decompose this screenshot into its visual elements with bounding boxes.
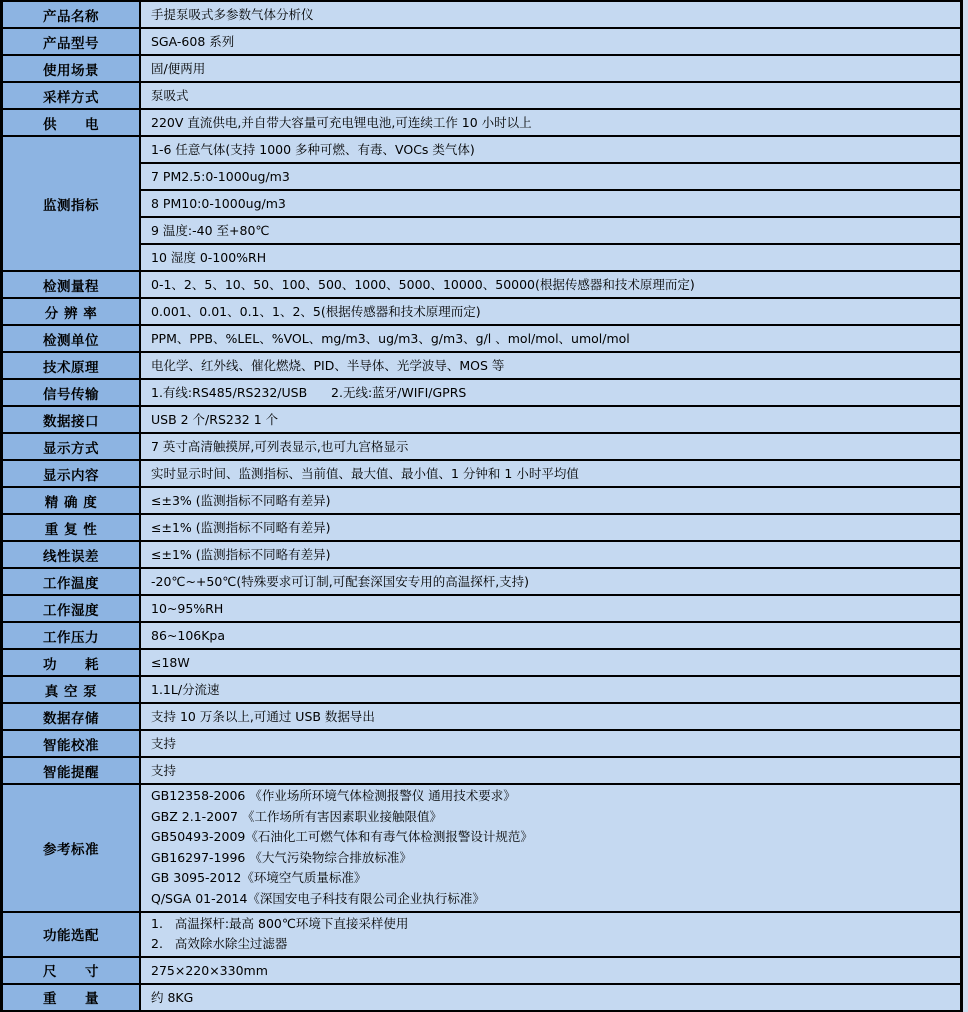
spec-label: 产品名称 [3,2,141,27]
spec-label: 智能提醒 [3,758,141,783]
spec-value: 电化学、红外线、催化燃烧、PID、半导体、光学波导、MOS 等 [151,358,505,373]
spec-value: 7 PM2.5:0-1000ug/m3 [141,164,960,191]
spec-value: 1-6 任意气体(支持 1000 多种可燃、有毒、VOCs 类气体) [141,137,960,164]
spec-value-cell [141,353,960,378]
spec-value: 支持 10 万条以上,可通过 USB 数据导出 [151,709,375,724]
spec-value-cell [141,569,960,594]
spec-label: 线性误差 [3,542,141,567]
spec-value-cell [141,434,960,459]
spec-row [3,29,960,56]
spec-label: 检测单位 [3,326,141,351]
spec-value-cell [141,704,960,729]
spec-label: 重 量 [3,985,141,1010]
spec-value-cell [141,461,960,486]
spec-row [3,785,960,913]
spec-row [3,569,960,596]
spec-value: ≤±1% (监测指标不同略有差异) [151,520,331,535]
spec-value-cell [141,326,960,351]
spec-label: 工作温度 [3,569,141,594]
spec-label: 参考标准 [3,785,141,911]
spec-row [3,56,960,83]
spec-row [3,958,960,985]
spec-label: 功 耗 [3,650,141,675]
spec-value: 支持 [151,763,177,778]
spec-row [3,407,960,434]
spec-value-cell [141,785,960,911]
spec-value: 9 温度:-40 至+80℃ [141,218,960,245]
spec-value: 约 8KG [151,989,194,1005]
spec-value: 1.有线:RS485/RS232/USB 2.无线:蓝牙/WIFI/GPRS [151,385,467,400]
spec-value: 86~106Kpa [151,628,226,643]
spec-value: 0.001、0.01、0.1、1、2、5(根据传感器和技术原理而定) [151,304,481,319]
spec-value: USB 2 个/RS232 1 个 [151,412,279,427]
spec-value-cell [141,110,960,135]
spec-value: 1. 高温探杆:最高 800℃环境下直接采样使用 [151,915,409,931]
spec-value-cell [141,958,960,983]
spec-label: 数据存储 [3,704,141,729]
spec-value: 手提泵吸式多参数气体分析仪 [151,7,314,22]
spec-label: 显示方式 [3,434,141,459]
spec-label: 分 辨 率 [3,299,141,324]
spec-value: GB50493-2009《石油化工可燃气体和有毒气体检测报警设计规范》 [151,829,533,845]
spec-value: 7 英寸高清触摸屏,可列表显示,也可九宫格显示 [151,439,409,454]
spec-row [3,488,960,515]
spec-value: 10 湿度 0-100%RH [151,250,267,265]
spec-value: 0-1、2、5、10、50、100、500、1000、5000、10000、50000(根据传感器和技术原理而定) [151,277,695,292]
spec-value-cell [141,29,960,54]
spec-value-cell [141,515,960,540]
spec-label: 产品型号 [3,29,141,54]
spec-value-cell [141,758,960,783]
spec-row [3,110,960,137]
spec-label: 供 电 [3,110,141,135]
spec-row [3,2,960,29]
spec-row [3,650,960,677]
spec-value: 2. 高效除水除尘过滤器 [151,936,288,952]
spec-value-cell [141,985,960,1010]
spec-value: GB12358-2006 《作业场所环境气体检测报警仪 通用技术要求》 [151,788,516,803]
spec-value: 支持 [151,736,177,751]
spec-row [3,299,960,326]
spec-value-cell [141,913,960,956]
spec-value: 8 PM10:0-1000ug/m3 [141,191,960,218]
spec-value-cell [141,488,960,513]
spec-value: SGA-608 系列 [151,34,235,49]
spec-value-cell [141,596,960,621]
spec-label: 重 复 性 [3,515,141,540]
spec-label: 技术原理 [3,353,141,378]
spec-row [3,913,960,958]
spec-row [3,677,960,704]
spec-value: GB 3095-2012《环境空气质量标准》 [151,870,367,886]
spec-row [3,515,960,542]
spec-label: 真 空 泵 [3,677,141,702]
spec-value: -20℃~+50℃(特殊要求可订制,可配套深国安专用的高温探杆,支持) [151,574,530,589]
spec-row [3,731,960,758]
spec-value-cell [141,83,960,108]
spec-value: ≤18W [151,655,190,670]
spec-value-cell [141,650,960,675]
spec-value: ≤±1% (监测指标不同略有差异) [151,547,331,562]
spec-row [3,83,960,110]
spec-row [3,704,960,731]
spec-label: 智能校准 [3,731,141,756]
spec-value-cell [141,407,960,432]
spec-row [3,137,960,272]
spec-label: 功能选配 [3,913,141,956]
spec-row [3,542,960,569]
spec-row [3,353,960,380]
spec-row [3,758,960,785]
spec-row [3,461,960,488]
spec-label: 工作湿度 [3,596,141,621]
spec-value-cell [141,2,960,27]
spec-value-cell [141,137,960,270]
spec-value: GBZ 2.1-2007 《工作场所有害因素职业接触限值》 [151,808,442,824]
spec-value-cell [141,623,960,648]
spec-label: 精 确 度 [3,488,141,513]
spec-value-cell [141,56,960,81]
spec-label: 采样方式 [3,83,141,108]
spec-value: 10~95%RH [151,601,224,616]
spec-row [3,434,960,461]
spec-row [3,985,960,1012]
spec-value-cell [141,299,960,324]
spec-value: 泵吸式 [151,88,189,103]
spec-label: 工作压力 [3,623,141,648]
spec-value-cell [141,542,960,567]
spec-label: 检测量程 [3,272,141,297]
spec-value: 275×220×330mm [151,962,268,978]
spec-value: 固/便两用 [151,61,206,76]
spec-label: 数据接口 [3,407,141,432]
spec-value-cell [141,677,960,702]
spec-value: 220V 直流供电,并自带大容量可充电锂电池,可连续工作 10 小时以上 [151,115,532,130]
spec-value-cell [141,380,960,405]
spec-row [3,623,960,650]
spec-row [3,272,960,299]
spec-label: 使用场景 [3,56,141,81]
spec-value: PPM、PPB、%LEL、%VOL、mg/m3、ug/m3、g/m3、g/l 、mol/mol、umol/mol [151,331,630,346]
spec-value-cell [141,272,960,297]
spec-label: 显示内容 [3,461,141,486]
spec-value: Q/SGA 01-2014《深国安电子科技有限公司企业执行标准》 [151,890,485,906]
spec-row [3,596,960,623]
spec-row [3,380,960,407]
spec-value-cell [141,731,960,756]
spec-value: 1.1L/分流速 [151,682,220,697]
spec-value: 实时显示时间、监测指标、当前值、最大值、最小值、1 分钟和 1 小时平均值 [151,466,579,481]
spec-value: ≤±3% (监测指标不同略有差异) [151,493,331,508]
spec-label: 尺 寸 [3,958,141,983]
spec-row [3,326,960,353]
spec-label: 监测指标 [3,137,141,270]
spec-value: GB16297-1996 《大气污染物综合排放标准》 [151,849,412,865]
spec-label: 信号传输 [3,380,141,405]
